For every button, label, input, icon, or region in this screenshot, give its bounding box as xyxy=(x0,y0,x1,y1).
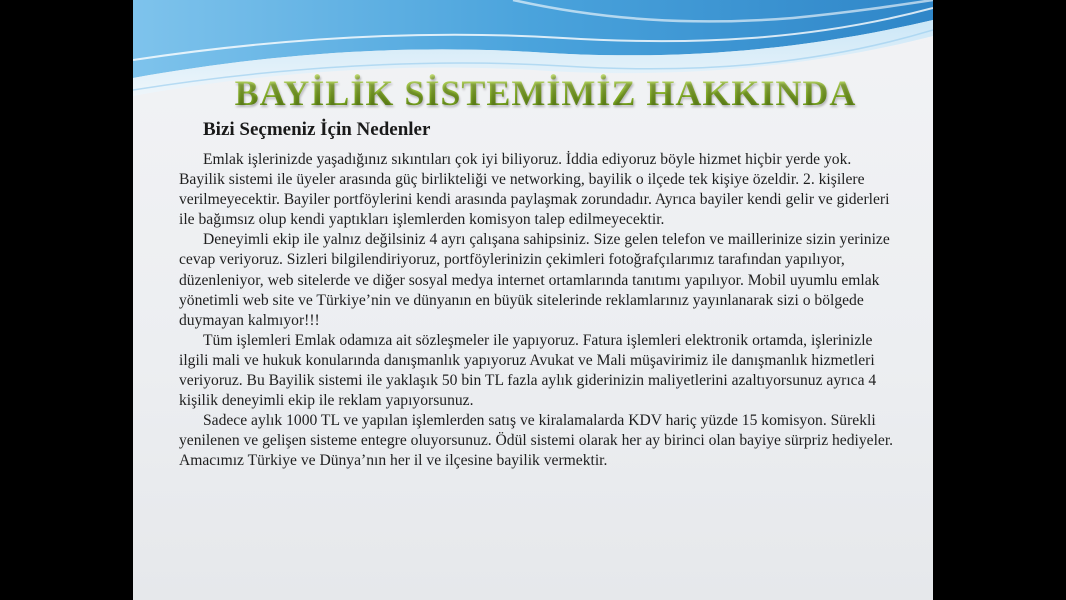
slide xyxy=(133,0,933,600)
slide-subtitle: Bizi Seçmeniz İçin Nedenler xyxy=(203,119,431,140)
paragraph-4: Sadece aylık 1000 TL ve yapılan işlemlerden satış ve kiralamalarda KDV hariç yüzde 15 komisyon. Sürekli yenilenen ve gelişen sisteme entegre oluyorsunuz. Ödül sistemi olarak her ay birinci olan bayiye sürpriz hediyeler. Amacımız Türkiye ve Dünya’nın her il ve ilçesine bayilik vermektir. xyxy=(179,412,894,470)
paragraph-3: Tüm işlemleri Emlak odamıza ait sözleşmeler ile yapıyoruz. Fatura işlemleri elektronik ortamda, işlerinizle ilgili mali ve hukuk konularında danışmanlık yapıyoruz Avukat ve Mali müşavirimiz ile danışmanlık hizmetleri veriyoruz. Bu Bayilik sistemi ile yaklaşık 50 bin TL fazla aylık giderinizin maliyetlerini azaltıyorsunuz ayrıca 4 kişilik deneyimli ekip ile reklam yapıyorsunuz. xyxy=(179,331,877,410)
body-text xyxy=(179,150,895,472)
paragraph-2: Deneyimli ekip ile yalnız değilsiniz 4 ayrı çalışana sahipsiniz. Size gelen telefon ve maillerinize sizin yerinize cevap veriyoruz. Sizleri bilgilendiriyoruz, portföylerinizin çekimleri fotoğrafçılarımız tarafından yapılıyor, düzenleniyor, web sitelerde ve diğer sosyal medya internet ortamlarında tanıtımı yapılıyor. Mobil uyumlu emlak yönetimli web site ve Türkiye’nin ve dünyanın en büyük sitelerinde reklamlarınız yayınlanarak sizi o bölgede duymayan kalmıyor!!! xyxy=(179,231,890,329)
slide-title: BAYİLİK SİSTEMİMİZ HAKKINDA xyxy=(133,72,933,114)
paragraph-1: Emlak işlerinizde yaşadığınız sıkıntıları çok iyi biliyoruz. İddia ediyoruz böyle hizmet hiçbir yerde yok. Bayilik sistemi ile üyeler arasında güç birlikteliği ve networking, bayilik o ilçede tek kişiye özeldir. 2. kişilere verilmeyecektir. Bayiler portföylerini kendi arasında paylaşmak zorundadır. Ayrıca bayiler kendi gelir ve giderleri ile bağımsız olup kendi yaptıkları işlemlerden komisyon talep edilmeyecektir. xyxy=(179,151,890,229)
